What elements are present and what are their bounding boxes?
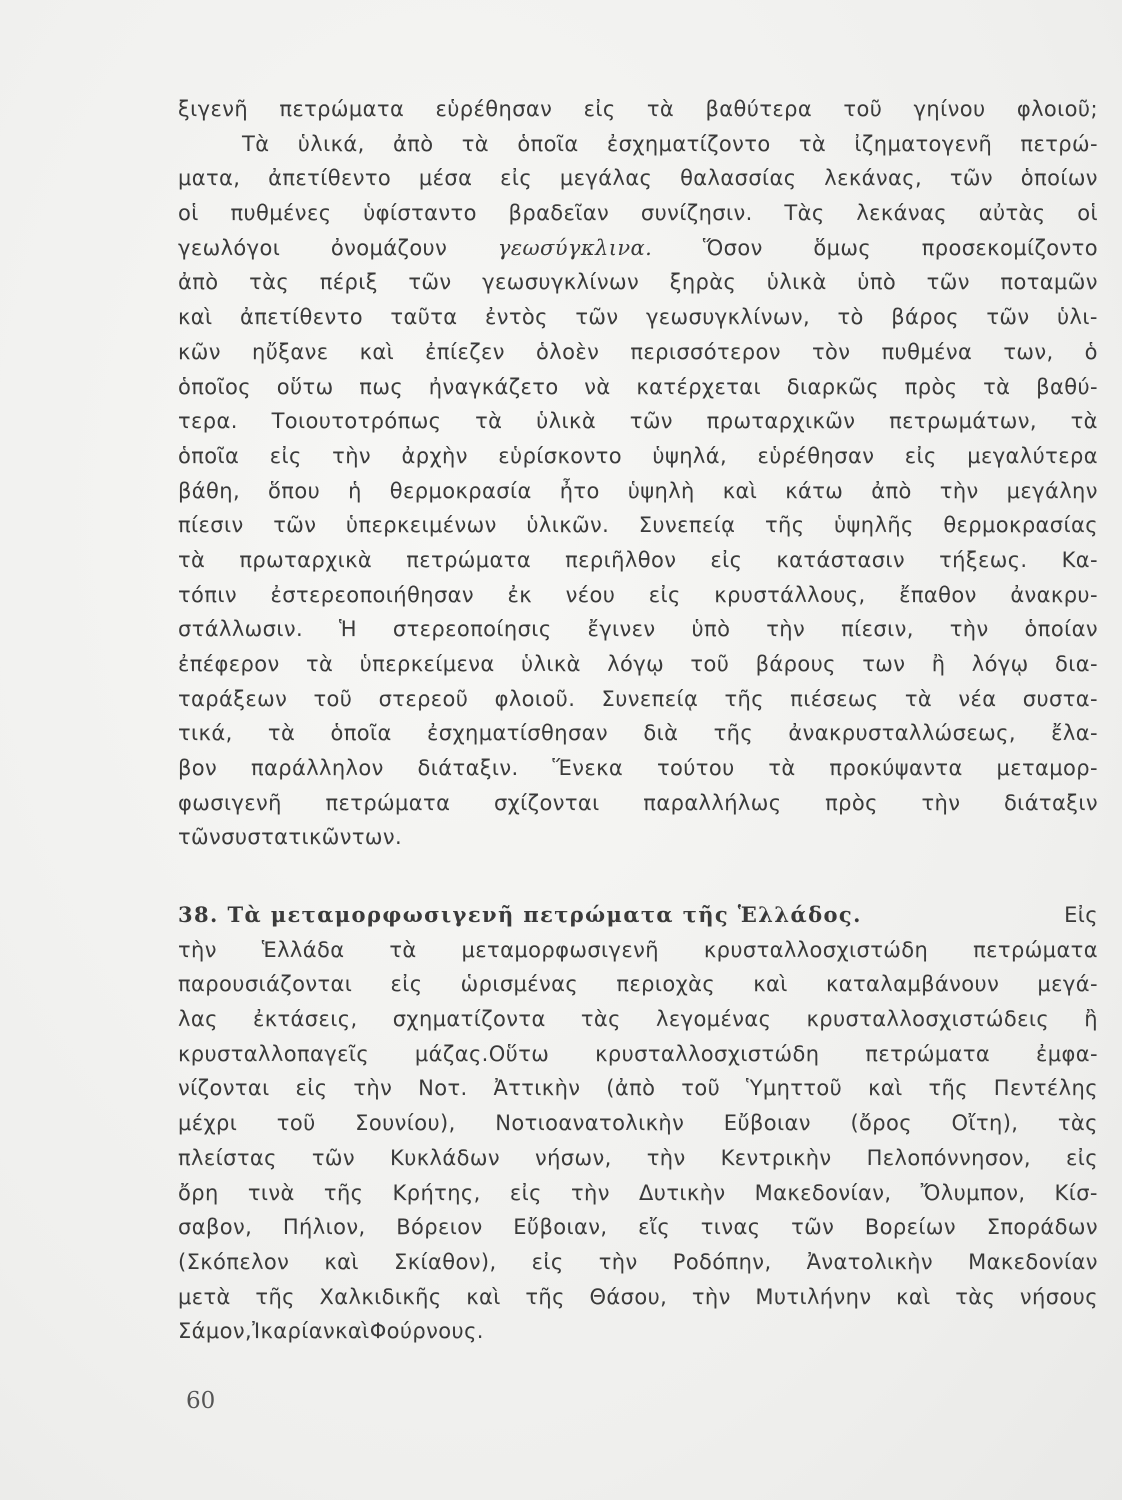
section-text-block xyxy=(178,92,1098,855)
text-line: λας ἐκτάσεις, σχηματίζοντα τὰς λεγομένας κρυσταλλοσχιστώδεις ἢ xyxy=(178,1007,1098,1032)
text-line: (Σκόπελον καὶ Σκίαθον), εἰς τὴν Ροδόπην, Ἀνατολικὴν Μακεδονίαν xyxy=(178,1249,1098,1274)
text-line: ταράξεων τοῦ στερεοῦ φλοιοῦ. Συνεπείᾳ τῆς πιέσεως τὰ νέα συστα- xyxy=(178,686,1098,711)
text-line: ὁποῖα εἰς τὴν ἀρχὴν εὑρίσκοντο ὑψηλά, εὑρέθησαν εἰς μεγαλύτερα xyxy=(178,443,1098,468)
text-line: στάλλωσιν. Ἡ στερεοποίησις ἔγινεν ὑπὸ τὴν πίεσιν, τὴν ὁποίαν xyxy=(178,617,1098,642)
text-line: καὶ ἀπετίθεντο ταῦτα ἐντὸς τῶν γεωσυγκλίνων, τὸ βάρος τῶν ὑλι- xyxy=(178,305,1098,330)
text-line: ὄρη τινὰ τῆς Κρήτης, εἰς τὴν Δυτικὴν Μακεδονίαν, Ὄλυμπον, Κίσ- xyxy=(178,1180,1098,1205)
text-line: τὰ πρωταρχικὰ πετρώματα περιῆλθον εἰς κατάστασιν τήξεως. Κα- xyxy=(178,547,1098,572)
text-line: νίζονται εἰς τὴν Νοτ. Ἀττικὴν (ἀπὸ τοῦ Ὑμηττοῦ καὶ τῆς Πεντέλης xyxy=(178,1076,1098,1101)
text-line: ματα, ἀπετίθεντο μέσα εἰς μεγάλας θαλασσίας λεκάνας, τῶν ὁποίων xyxy=(178,166,1098,191)
text-line: τερα. Τοιουτοτρόπως τὰ ὑλικὰ τῶν πρωταρχικῶν πετρωμάτων, τὰ xyxy=(178,409,1098,434)
text-line: ξιγενῆ πετρώματα εὑρέθησαν εἰς τὰ βαθύτερα τοῦ γηίνου φλοιοῦ; xyxy=(178,97,1098,121)
section-heading-line xyxy=(178,898,1098,933)
text-line: κῶν ηὔξανε καὶ ἐπίεζεν ὁλοὲν περισσότερον τὸν πυθμένα των, ὁ xyxy=(178,339,1098,364)
text-line: ἀπὸ τὰς πέριξ τῶν γεωσυγκλίνων ξηρὰς ὑλικὰ ὑπὸ τῶν ποταμῶν xyxy=(178,270,1098,295)
section-38-block xyxy=(178,898,1098,1349)
text-line: Σάμον, Ἰκαρίαν καὶ Φούρνους. xyxy=(178,1319,484,1344)
text-line: τικά, τὰ ὁποῖα ἐσχηματίσθησαν διὰ τῆς ἀνακρυσταλλώσεως, ἔλα- xyxy=(178,721,1098,746)
text-line: Τὰ ὑλικά, ἀπὸ τὰ ὁποῖα ἐσχηματίζοντο τὰ ἰζηματογενῆ πετρώ- xyxy=(242,131,1098,156)
text-line: τῶν συστατικῶν των. xyxy=(178,825,403,850)
text-line: γεωλόγοι ὀνομάζουν γεωσύγκλινα. Ὅσον ὅμως προσεκομίζοντο xyxy=(178,235,1098,260)
text-line: τὴν Ἑλλάδα τὰ μεταμορφωσιγενῆ κρυσταλλοσχιστώδη πετρώματα xyxy=(178,937,1098,962)
text-line: βον παράλληλον διάταξιν. Ἕνεκα τούτου τὰ προκύψαντα μεταμορ- xyxy=(178,756,1098,781)
text-line: παρουσιάζονται εἰς ὡρισμένας περιοχὰς καὶ καταλαμβάνουν μεγά- xyxy=(178,972,1098,997)
text-line: βάθη, ὅπου ἡ θερμοκρασία ἦτο ὑψηλὴ καὶ κάτω ἀπὸ τὴν μεγάλην xyxy=(178,478,1098,503)
text-line: τόπιν ἐστερεοποιήθησαν ἐκ νέου εἰς κρυστάλλους, ἔπαθον ἀνακρυ- xyxy=(178,582,1098,607)
text-line: πλείστας τῶν Κυκλάδων νήσων, τὴν Κεντρικὴν Πελοπόννησον, εἰς xyxy=(178,1145,1098,1170)
page-number: 60 xyxy=(186,1388,216,1414)
text-line: ἐπέφερον τὰ ὑπερκείμενα ὑλικὰ λόγῳ τοῦ βάρους των ἢ λόγῳ δια- xyxy=(178,652,1098,676)
text-line: κρυσταλλοπαγεῖς μάζας.Οὕτω κρυσταλλοσχιστώδη πετρώματα ἐμφα- xyxy=(178,1041,1098,1066)
text-line: σαβον, Πήλιον, Βόρειον Εὔβοιαν, εἴς τινας τῶν Βορείων Σποράδων xyxy=(178,1215,1098,1240)
text-line: οἱ πυθμένες ὑφίσταντο βραδεῖαν συνίζησιν. Τὰς λεκάνας αὐτὰς οἱ xyxy=(178,201,1098,226)
text-line: μετὰ τῆς Χαλκιδικῆς καὶ τῆς Θάσου, τὴν Μυτιλήνην καὶ τὰς νήσους xyxy=(178,1284,1098,1309)
heading-tail-text: Εἰς xyxy=(1064,903,1098,927)
text-line: μέχρι τοῦ Σουνίου), Νοτιοανατολικὴν Εὔβοιαν (ὄρος Οἴτη), τὰς xyxy=(178,1111,1098,1136)
text-line: ὁποῖος οὕτω πως ἠναγκάζετο νὰ κατέρχεται διαρκῶς πρὸς τὰ βαθύ- xyxy=(178,374,1098,399)
section-heading: 38. Τὰ μεταμορφωσιγενῆ πετρώματα τῆς Ἑλλάδος. xyxy=(178,902,862,927)
text-line: φωσιγενῆ πετρώματα σχίζονται παραλλήλως πρὸς τὴν διάταξιν xyxy=(178,790,1098,815)
text-line: πίεσιν τῶν ὑπερκειμένων ὑλικῶν. Συνεπείᾳ τῆς ὑψηλῆς θερμοκρασίας xyxy=(178,513,1098,538)
